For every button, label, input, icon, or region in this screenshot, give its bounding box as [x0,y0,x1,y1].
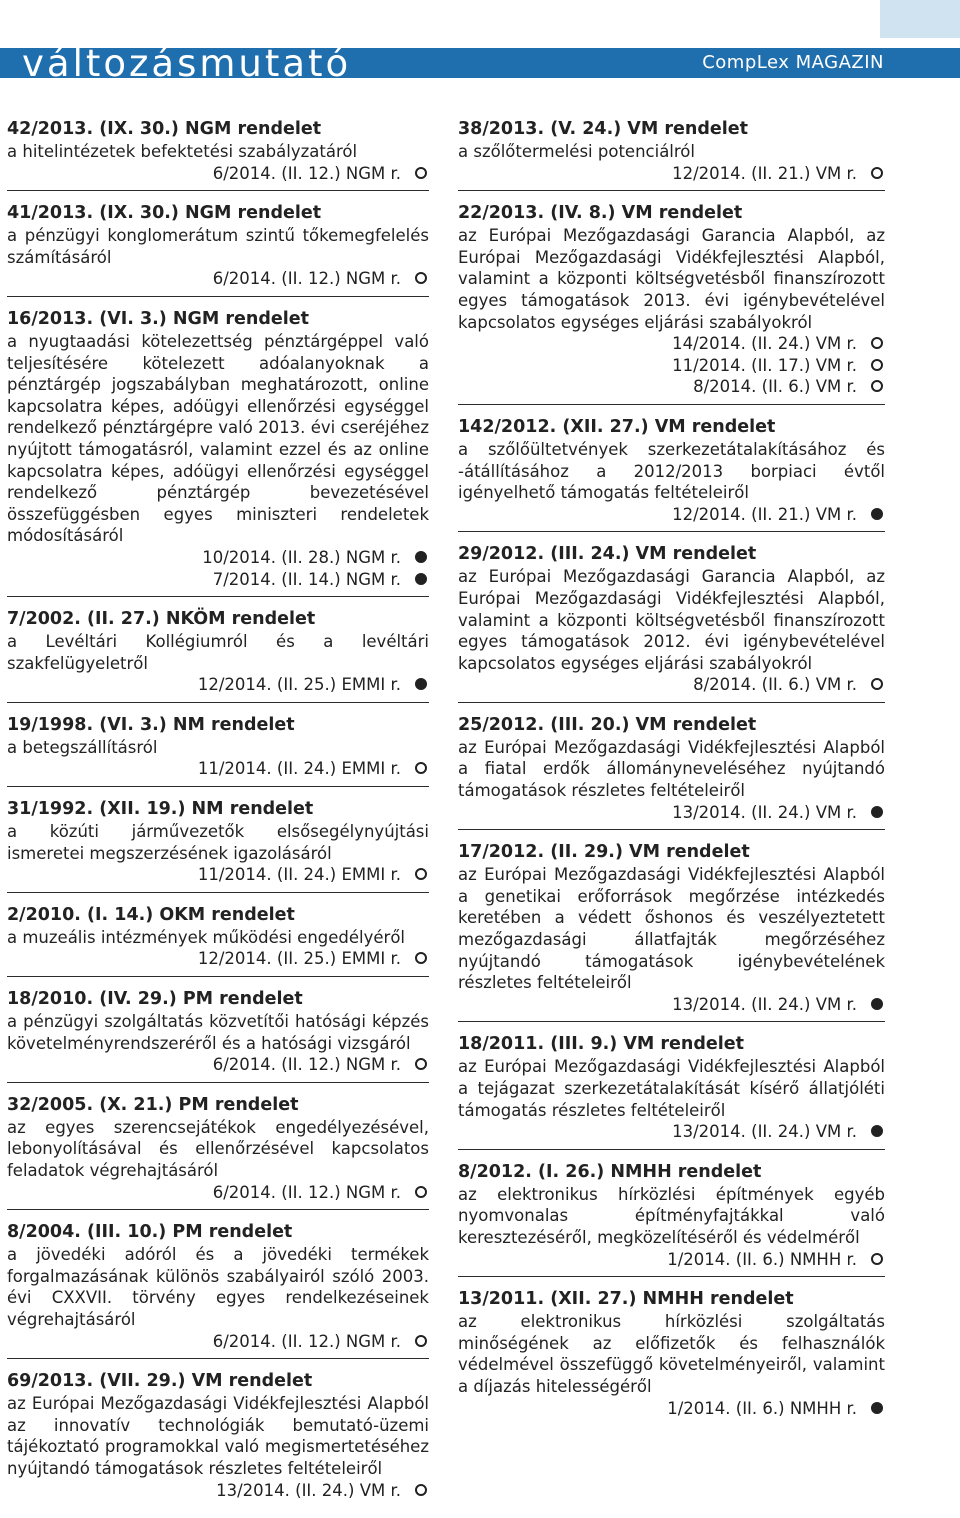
left-column [7,118,429,1518]
regulation-entry [7,798,429,893]
regulation-entry [458,416,885,532]
header-banner [0,42,960,85]
amendment-reference [458,163,885,185]
open-circle-icon [871,1253,883,1265]
open-circle-icon [871,167,883,179]
regulation-title: 7/2002. (II. 27.) NKÖM rendelet [7,609,316,630]
amendment-reference [7,758,429,780]
regulation-description: az Európai Mezőgazdasági Garancia Alapból, az Európai Mezőgazdasági Vidékfejlesztési Alapból, valamint a központi költségvetésből finanszírozott egyes támogatások 2013. évi igénybevételével kapcsolatos egységes eljárási szabályokról [458,226,885,332]
regulation-entry [7,714,429,787]
amendment-reference [458,674,885,696]
amendment-reference [458,994,885,1016]
filled-circle-icon [415,551,427,563]
regulation-description: az Európai Mezőgazdasági Vidékfejlesztési Alapból a tejágazat szerkezetátalakítását kísérő állatjóléti támogatás részletes feltételeiről [458,1057,885,1120]
amendment-text: 6/2014. (II. 12.) NGM r. [212,1055,401,1075]
filled-circle-icon [871,1402,883,1414]
amendment-reference [458,355,885,377]
amendment-text: 11/2014. (II. 17.) VM r. [672,355,857,375]
regulation-title: 16/2013. (VI. 3.) NGM rendelet [7,308,310,329]
filled-circle-icon [415,573,427,585]
regulation-title: 29/2012. (III. 24.) VM rendelet [458,544,757,565]
amendment-text: 6/2014. (II. 12.) NGM r. [212,1182,401,1202]
amendment-reference [7,268,429,290]
amendment-text: 13/2014. (II. 24.) VM r. [672,802,857,822]
amendment-text: 7/2014. (II. 14.) NGM r. [212,569,401,589]
regulation-title: 2/2010. (I. 14.) OKM rendelet [7,904,295,925]
corner-decoration [880,0,960,38]
amendment-reference [458,1398,885,1420]
amendment-reference [458,376,885,398]
regulation-title: 25/2012. (III. 20.) VM rendelet [458,714,757,735]
amendment-text: 1/2014. (II. 6.) NMHH r. [667,1398,857,1418]
open-circle-icon [415,1058,427,1070]
amendment-text: 6/2014. (II. 12.) NGM r. [212,163,401,183]
open-circle-icon [415,868,427,880]
amendment-reference [7,1182,429,1204]
regulation-title: 17/2012. (II. 29.) VM rendelet [458,842,750,863]
regulation-description: a pénzügyi konglomerátum szintű tőkemegfelelés számításáról [7,226,429,267]
amendment-text: 11/2014. (II. 24.) EMMI r. [197,865,401,885]
regulation-description: a közúti járművezetők elsősegélynyújtási ismeretei megszerzésének igazolásáról [7,822,429,863]
regulation-entry [458,1033,885,1149]
regulation-entry [458,841,885,1022]
amendment-text: 13/2014. (II. 24.) VM r. [216,1480,401,1500]
amendment-reference [458,802,885,824]
regulation-title: 8/2004. (III. 10.) PM rendelet [7,1222,293,1243]
regulation-entry [458,1288,885,1425]
open-circle-icon [415,1186,427,1198]
regulation-entry [7,1370,429,1507]
regulation-description: az egyes szerencsejátékok engedélyezésével, lebonyolításával és ellenőrzésével kapcsolatos feladatok végrehajtásáról [7,1117,429,1180]
regulation-description: a Levéltári Kollégiumról és a levéltári szakfelügyeletről [7,632,429,673]
filled-circle-icon [871,508,883,520]
regulation-description: a nyugtaadási kötelezettség pénztárgéppel való teljesítésére kötelezett adóalanyoknak a pénztárgép jogszabályban meghatározott, online kapcsolatra képes, adóügyi ellenőrzési egységgel rendelkező pénztárgépre való 2013. évi cseréjéhez nyújtott támogatásról, valamint ezzel és az online kapcsolatra képes, adóügyi ellenőrzési egységgel rendelkező pénztárgép bevezetésével összefüggésben egyes miniszteri rendeletek módosításáról [7,331,429,546]
amendment-reference [7,163,429,185]
regulation-entry [7,988,429,1083]
regulation-title: 69/2013. (VII. 29.) VM rendelet [7,1371,313,1392]
amendment-text: 13/2014. (II. 24.) VM r. [672,994,857,1014]
amendment-reference [458,1249,885,1271]
regulation-title: 38/2013. (V. 24.) VM rendelet [458,119,748,139]
regulation-description: az elektronikus hírközlési építmények egyéb nyomvonalas építményfajtákkal való keresztezéséről, megközelítéséről és védelméről [458,1184,885,1247]
regulation-description: a jövedéki adóról és a jövedéki termékek forgalmazásának különös szabályairól szóló 2003. évi CXXVII. törvény egyes rendelkezéseinek végrehajtásáról [7,1245,429,1329]
filled-circle-icon [871,1125,883,1137]
regulation-title: 19/1998. (VI. 3.) NM rendelet [7,714,295,735]
regulation-title: 18/2011. (III. 9.) VM rendelet [458,1034,745,1055]
regulation-title: 142/2012. (XII. 27.) VM rendelet [458,416,776,437]
regulation-entry [7,308,429,597]
open-circle-icon [871,337,883,349]
amendment-text: 6/2014. (II. 12.) NGM r. [212,269,401,289]
open-circle-icon [415,272,427,284]
amendment-reference [458,504,885,526]
magazine-name: CompLex MAGAZIN [702,52,884,73]
amendment-text: 1/2014. (II. 6.) NMHH r. [667,1249,857,1269]
regulation-entry [458,118,885,191]
regulation-description: a szőlőültetvények szerkezetátalakításához és -átállításához a 2012/2013 borpiaci évtől igényelhető támogatás feltételeiről [458,439,885,503]
amendment-reference [458,1121,885,1143]
regulation-description: a hitelintézetek befektetési szabályzatáról [7,142,358,161]
regulation-description: az Európai Mezőgazdasági Vidékfejlesztési Alapból az innovatív technológiák bemutató-üzemi tájékoztató programokkal való megismertetéséhez nyújtandó támogatások részletes feltételeiről [7,1394,429,1478]
regulation-title: 8/2012. (I. 26.) NMHH rendelet [458,1161,762,1182]
amendment-text: 12/2014. (II. 21.) VM r. [672,504,857,524]
amendment-text: 13/2014. (II. 24.) VM r. [672,1122,857,1142]
regulation-title: 32/2005. (X. 21.) PM rendelet [7,1094,299,1115]
amendment-text: 8/2014. (II. 6.) VM r. [693,377,857,397]
regulation-entry [7,1221,429,1359]
amendment-reference [7,547,429,569]
regulation-description: az Európai Mezőgazdasági Vidékfejlesztési Alapból a genetikai erőforrások megőrzése intézkedés keretében a védett őshonos és veszélyeztetett mezőgazdasági állatfajták megőrzéséhez nyújtandó támogatások igénybevételének részletes feltételeiről [458,865,885,993]
regulation-description: az Európai Mezőgazdasági Vidékfejlesztési Alapból a fiatal erdők állományneveléséhez nyújtandó támogatások részletes feltételeiről [458,737,885,801]
amendment-reference [7,674,429,696]
regulation-description: az Európai Mezőgazdasági Garancia Alapból, az Európai Mezőgazdasági Vidékfejlesztési Alapból, valamint a központi költségvetésből finanszírozott egyes támogatások 2012. évi igénybevételével kapcsolatos egységes eljárási szabályokról [458,567,885,673]
regulation-entry [7,904,429,977]
amendment-text: 12/2014. (II. 25.) EMMI r. [197,949,401,969]
amendment-text: 10/2014. (II. 28.) NGM r. [202,547,401,567]
open-circle-icon [415,1335,427,1347]
filled-circle-icon [871,998,883,1010]
amendment-text: 12/2014. (II. 25.) EMMI r. [197,675,401,695]
amendment-text: 11/2014. (II. 24.) EMMI r. [197,759,401,779]
regulation-description: a szőlőtermelési potenciálról [458,142,695,161]
open-circle-icon [871,359,883,371]
amendment-reference [7,948,429,970]
regulation-title: 13/2011. (XII. 27.) NMHH rendelet [458,1289,794,1310]
regulation-title: 22/2013. (IV. 8.) VM rendelet [458,203,743,224]
regulation-description: az elektronikus hírközlési szolgáltatás minőségének az előfizetők és felhasználók védelmével összefüggő követelményeiről, valamint a díjazás hitelességéről [458,1312,885,1396]
regulation-entry [7,608,429,703]
amendment-reference [7,569,429,591]
regulation-description: a pénzügyi szolgáltatás közvetítői hatósági képzés követelményrendszeréről és a hatósági vizsgáról [7,1012,429,1053]
regulation-entry [458,714,885,830]
amendment-reference [7,1480,429,1502]
right-column [458,118,885,1436]
amendment-reference [458,333,885,355]
amendment-reference [7,864,429,886]
open-circle-icon [871,380,883,392]
regulation-title: 41/2013. (IX. 30.) NGM rendelet [7,203,322,224]
amendment-reference [7,1054,429,1076]
section-title: változásmutató [22,42,352,85]
amendment-text: 12/2014. (II. 21.) VM r. [672,163,857,183]
filled-circle-icon [871,806,883,818]
regulation-description: a betegszállításról [7,737,158,757]
filled-circle-icon [415,678,427,690]
regulation-entry [7,1094,429,1210]
open-circle-icon [415,1484,427,1496]
regulation-title: 42/2013. (IX. 30.) NGM rendelet [7,119,322,139]
regulation-entry [458,543,885,703]
amendment-text: 6/2014. (II. 12.) NGM r. [212,1331,401,1351]
regulation-description: a muzeális intézmények működési engedélyéről [7,927,406,947]
regulation-entry [458,1161,885,1277]
open-circle-icon [415,167,427,179]
regulation-title: 18/2010. (IV. 29.) PM rendelet [7,989,303,1010]
amendment-text: 8/2014. (II. 6.) VM r. [693,675,857,695]
regulation-entry [7,118,429,191]
open-circle-icon [871,678,883,690]
regulation-title: 31/1992. (XII. 19.) NM rendelet [7,799,314,820]
amendment-reference [7,1331,429,1353]
regulation-entry [7,202,429,297]
open-circle-icon [415,952,427,964]
open-circle-icon [415,762,427,774]
amendment-text: 14/2014. (II. 24.) VM r. [672,334,857,354]
regulation-entry [458,202,885,405]
